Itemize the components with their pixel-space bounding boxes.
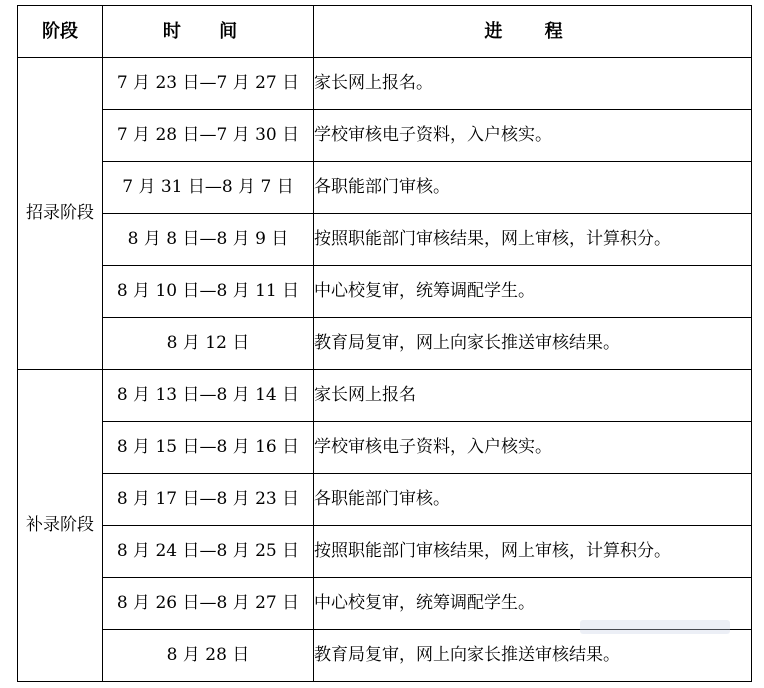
table-row	[18, 370, 752, 422]
faint-watermark	[580, 620, 730, 634]
time-cell: 8 月 10 日—8 月 11 日	[103, 266, 314, 318]
table-row	[18, 526, 752, 578]
table-row	[18, 214, 752, 266]
table-row	[18, 110, 752, 162]
time-cell: 8 月 12 日	[103, 318, 314, 370]
progress-cell: 学校审核电子资料，入户核实。	[314, 422, 752, 474]
progress-cell: 各职能部门审核。	[314, 162, 752, 214]
progress-cell: 学校审核电子资料，入户核实。	[314, 110, 752, 162]
progress-cell: 教育局复审，网上向家长推送审核结果。	[314, 630, 752, 682]
time-cell: 7 月 28 日—7 月 30 日	[103, 110, 314, 162]
stage-cell-enrollment: 招录阶段	[18, 58, 103, 370]
table-row	[18, 630, 752, 682]
header-row	[18, 6, 752, 58]
time-cell: 8 月 26 日—8 月 27 日	[103, 578, 314, 630]
table-row	[18, 474, 752, 526]
progress-cell: 家长网上报名	[314, 370, 752, 422]
progress-cell: 中心校复审，统筹调配学生。	[314, 578, 752, 630]
progress-cell: 按照职能部门审核结果，网上审核，计算积分。	[314, 214, 752, 266]
table-row	[18, 266, 752, 318]
time-cell: 8 月 28 日	[103, 630, 314, 682]
time-cell: 7 月 31 日—8 月 7 日	[103, 162, 314, 214]
time-cell: 8 月 13 日—8 月 14 日	[103, 370, 314, 422]
table-row	[18, 422, 752, 474]
table-row	[18, 162, 752, 214]
schedule-table	[17, 5, 752, 682]
table-row	[18, 58, 752, 110]
time-cell: 8 月 8 日—8 月 9 日	[103, 214, 314, 266]
time-cell: 7 月 23 日—7 月 27 日	[103, 58, 314, 110]
stage-cell-supplementary: 补录阶段	[18, 370, 103, 682]
time-cell: 8 月 15 日—8 月 16 日	[103, 422, 314, 474]
table-row	[18, 318, 752, 370]
time-cell: 8 月 24 日—8 月 25 日	[103, 526, 314, 578]
header-stage: 阶段	[18, 6, 103, 58]
progress-cell: 教育局复审，网上向家长推送审核结果。	[314, 318, 752, 370]
progress-cell: 家长网上报名。	[314, 58, 752, 110]
header-progress: 进 程	[314, 6, 752, 58]
progress-cell: 按照职能部门审核结果，网上审核，计算积分。	[314, 526, 752, 578]
header-time: 时 间	[103, 6, 314, 58]
time-cell: 8 月 17 日—8 月 23 日	[103, 474, 314, 526]
progress-cell: 各职能部门审核。	[314, 474, 752, 526]
progress-cell: 中心校复审，统筹调配学生。	[314, 266, 752, 318]
